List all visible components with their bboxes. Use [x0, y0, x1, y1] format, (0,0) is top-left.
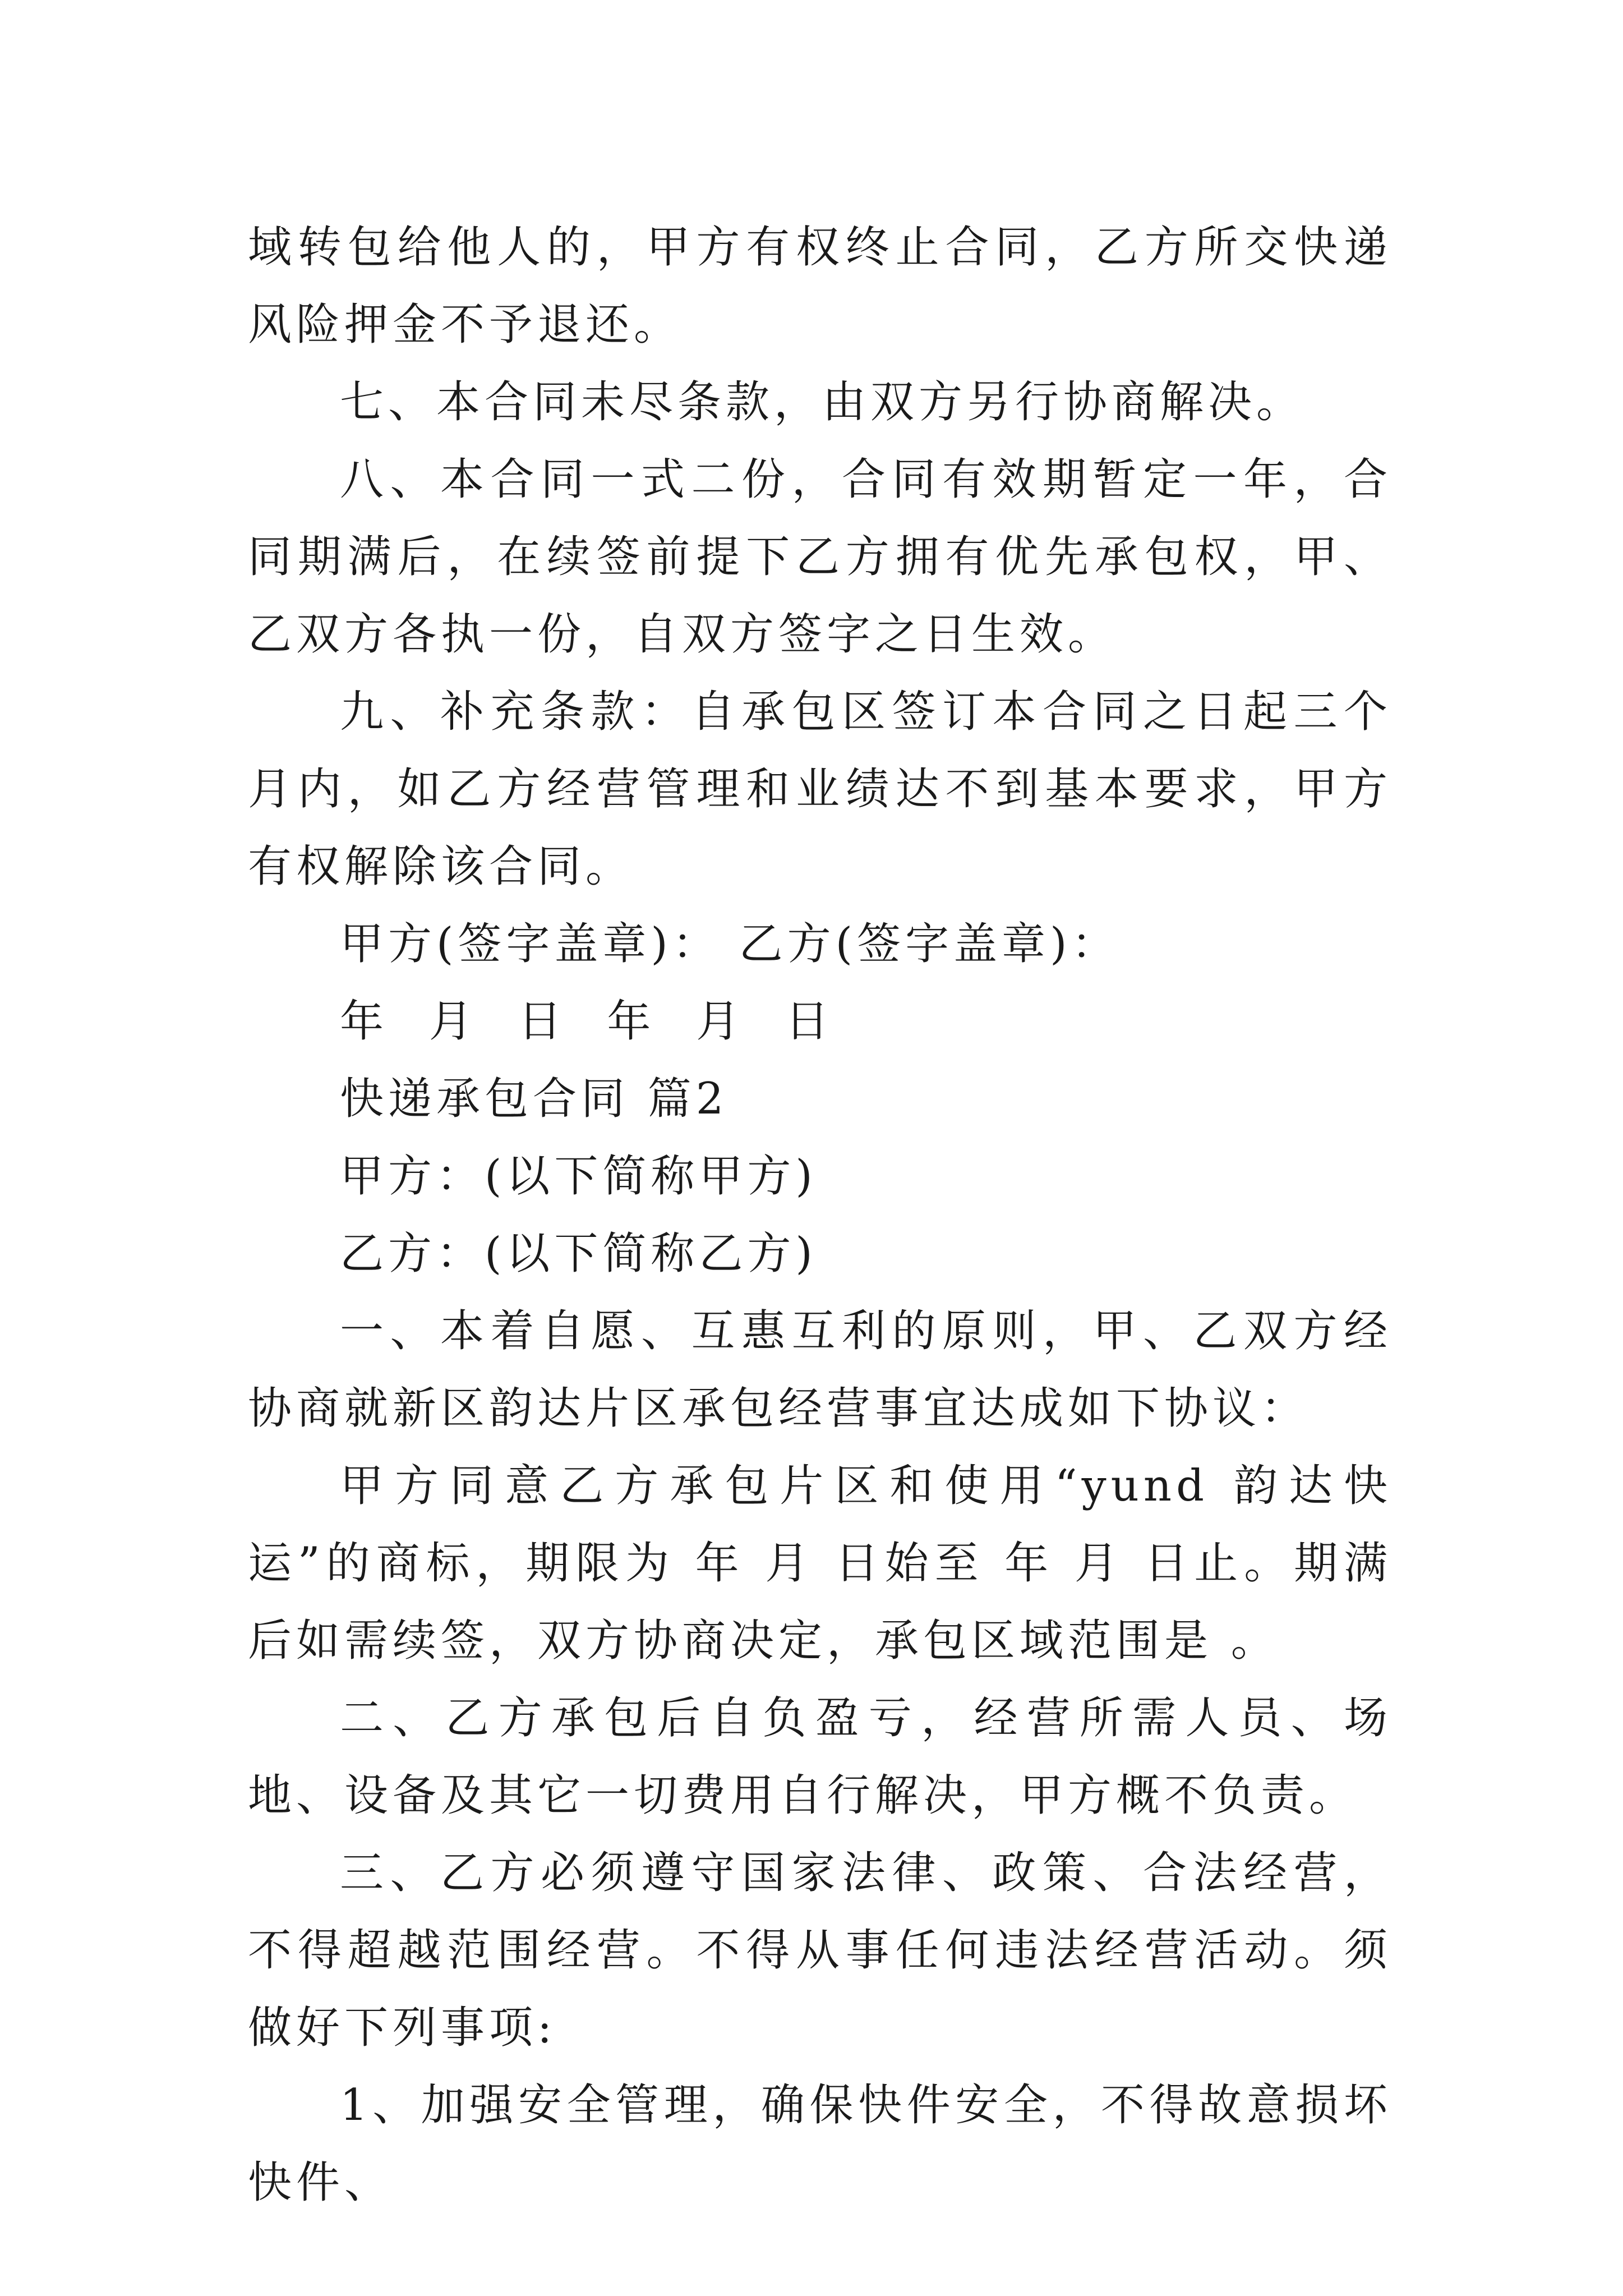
section-title-part-2: 快递承包合同 篇2: [340, 1074, 728, 1124]
party-a-line: 甲方：(以下简称甲方): [340, 1151, 817, 1202]
signature-line: 甲方(签字盖章)： 乙方(签字盖章)：: [340, 919, 1120, 969]
paragraph-article-3: 三、乙方必须遵守国家法律、政策、合法经营，不得超越范围经营。不得从事任何违法经营活动。须做好下列事项:: [248, 1848, 1392, 2053]
party-b-line: 乙方：(以下简称乙方): [340, 1228, 817, 1279]
paragraph-article-2: 二、乙方承包后自负盈亏，经营所需人员、场地、设备及其它一切费用自行解决，甲方概不负责。: [248, 1693, 1392, 1821]
paragraph-item-1: 1、加强安全管理，确保快件安全，不得故意损坏快件、: [248, 2080, 1392, 2208]
paragraph-clause-9: 九、补充条款：自承包区签订本合同之日起三个月内，如乙方经营管理和业绩达不到基本要求，甲方有权解除该合同。: [248, 687, 1392, 892]
date-line: 年 月 日 年 月 日: [340, 996, 833, 1047]
paragraph-article-1: 一、本着自愿、互惠互利的原则，甲、乙双方经协商就新区韵达片区承包经营事宜达成如下协议：: [248, 1306, 1392, 1434]
document-body: [248, 209, 1392, 2221]
paragraph-clause-7: 七、本合同未尽条款，由双方另行协商解决。: [340, 377, 1305, 427]
paragraph-clause-6-continuation: 域转包给他人的，甲方有权终止合同，乙方所交快递风险押金不予退还。: [248, 222, 1392, 350]
paragraph-clause-8: 八、本合同一式二份，合同有效期暂定一年，合同期满后，在续签前提下乙方拥有优先承包权，甲、乙双方各执一份，自双方签字之日生效。: [248, 454, 1392, 660]
paragraph-trademark-term: 甲方同意乙方承包片区和使用“yund 韵达快运”的商标，期限为 年 月 日始至 年 月 日止。期满后如需续签，双方协商决定，承包区域范围是 。: [248, 1461, 1392, 1666]
